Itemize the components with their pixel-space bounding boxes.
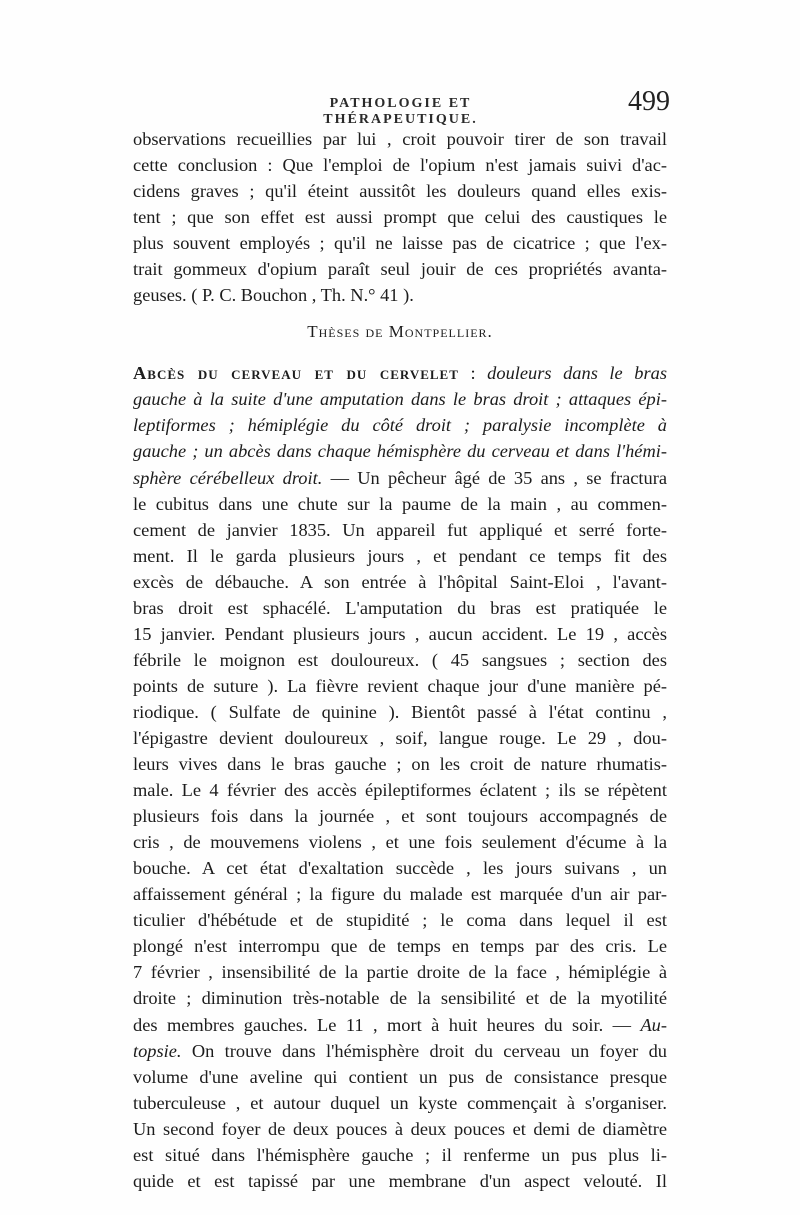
- text-line: riodique. ( Sulfate de quinine ). Bientôt passé à l'état continu ,: [133, 701, 667, 722]
- text-line: ment. Il le garda plusieurs jours , et pendant ce temps fit des: [133, 545, 667, 566]
- text-line: plus souvent employés ; qu'il ne laisse pas de cicatrice ; que l'ex-: [133, 233, 667, 254]
- case-heading-colon: :: [458, 363, 488, 384]
- text-line: excès de débauche. A son entrée à l'hôpital Saint-Eloi , l'avant-: [133, 571, 667, 592]
- autopsy-line-2: [133, 1038, 667, 1064]
- roman-fragment: des membres gauches. Le 11 , mort à huit heures du soir. —: [133, 1014, 641, 1035]
- text-line: bouche. A cet état d'exaltation succède , les jours suivans , un: [133, 858, 667, 879]
- text-line: ticulier d'hébétude et de stupidité ; le coma dans lequel il est: [133, 910, 667, 931]
- italic-line: gauche ; un abcès dans chaque hémisphère du cerveau et dans l'hémi-: [133, 441, 667, 462]
- italic-fragment: sphère cérébelleux droit.: [133, 467, 323, 488]
- body-text: [133, 126, 667, 1194]
- text-line: trait gommeux d'opium paraît seul jouir de ces propriétés avanta-: [133, 259, 667, 280]
- text-line: cidens graves ; qu'il éteint aussitôt les douleurs quand elles exis-: [133, 181, 667, 202]
- text-line: Un second foyer de deux pouces à deux pouces et demi de diamètre: [133, 1118, 667, 1139]
- section-title: Thèses de Montpellier.: [307, 322, 493, 342]
- text-line: le cubitus dans une chute sur la paume de la main , au commen-: [133, 493, 667, 514]
- text-line: plusieurs fois dans la journée , et sont toujours accompagnés de: [133, 806, 667, 827]
- paragraph-opium-conclusion: [133, 126, 667, 308]
- running-head: PATHOLOGIE ET THÉRAPEUTIQUE.: [323, 96, 478, 127]
- text-line: affaissement général ; la figure du malade est marquée d'un air par-: [133, 884, 667, 905]
- case-heading-line: [133, 360, 667, 386]
- text-line: tuberculeuse , et autour duquel un kyste commençait à s'organiser.: [133, 1092, 667, 1113]
- page-number: 499: [628, 86, 670, 117]
- text-line: 15 janvier. Pendant plusieurs jours , aucun accident. Le 19 , accès: [133, 623, 667, 644]
- roman-fragment: — Un pêcheur âgé de 35 ans , se fractura: [322, 467, 667, 488]
- autopsy-line: [133, 1012, 667, 1038]
- text-line: l'épigastre devient douloureux , soif, langue rouge. Le 29 , dou-: [133, 727, 667, 748]
- text-line: geuses. ( P. C. Bouchon , Th. N.° 41 ).: [133, 285, 414, 306]
- mixed-line: [133, 465, 667, 491]
- case-subtitle: douleurs dans le bras: [487, 363, 667, 384]
- text-line: cement de janvier 1835. Un appareil fut appliqué et serré forte-: [133, 519, 667, 540]
- text-line: quide et est tapissé par une membrane d'un aspect velouté. Il: [133, 1170, 667, 1191]
- italic-line: leptiformes ; hémiplégie du côté droit ; paralysie incomplète à: [133, 415, 667, 436]
- text-line: 7 février , insensibilité de la partie droite de la face , hémiplégie à: [133, 962, 667, 983]
- text-line: droite ; diminution très-notable de la sensibilité et de la myotilité: [133, 988, 667, 1009]
- text-line: cris , de mouvemens violens , et une fois seulement d'écume à la: [133, 832, 667, 853]
- text-line: leurs vives dans le bras gauche ; on les croit de nature rhumatis-: [133, 754, 667, 775]
- text-line: fébrile le moignon est douloureux. ( 45 sangsues ; section des: [133, 649, 667, 670]
- text-line: bras droit est sphacélé. L'amputation du bras est pratiquée le: [133, 597, 667, 618]
- text-line: plongé n'est interrompu que de temps en temps par des cris. Le: [133, 936, 667, 957]
- italic-fragment: Au-: [640, 1014, 667, 1035]
- text-line: volume d'une aveline qui contient un pus de consistance presque: [133, 1066, 667, 1087]
- text-line: tent ; que son effet est aussi prompt que celui des caustiques le: [133, 207, 667, 228]
- case-report: [133, 360, 667, 1194]
- text-line: est situé dans l'hémisphère gauche ; il renferme un pus plus li-: [133, 1144, 667, 1165]
- italic-fragment: topsie.: [133, 1040, 182, 1061]
- text-line: cette conclusion : Que l'emploi de l'opium n'est jamais suivi d'ac-: [133, 155, 667, 176]
- case-heading: Abcès du cerveau et du cervelet: [133, 363, 459, 384]
- italic-line: gauche à la suite d'une amputation dans le bras droit ; attaques épi-: [133, 389, 667, 410]
- text-line: male. Le 4 février des accès épileptiformes éclatent ; ils se répètent: [133, 780, 667, 801]
- text-line: points de suture ). La fièvre revient chaque jour d'une manière pé-: [133, 675, 667, 696]
- text-line: observations recueillies par lui , croit pouvoir tirer de son travail: [133, 129, 667, 149]
- roman-fragment: On trouve dans l'hémisphère droit du cerveau un foyer du: [181, 1040, 667, 1061]
